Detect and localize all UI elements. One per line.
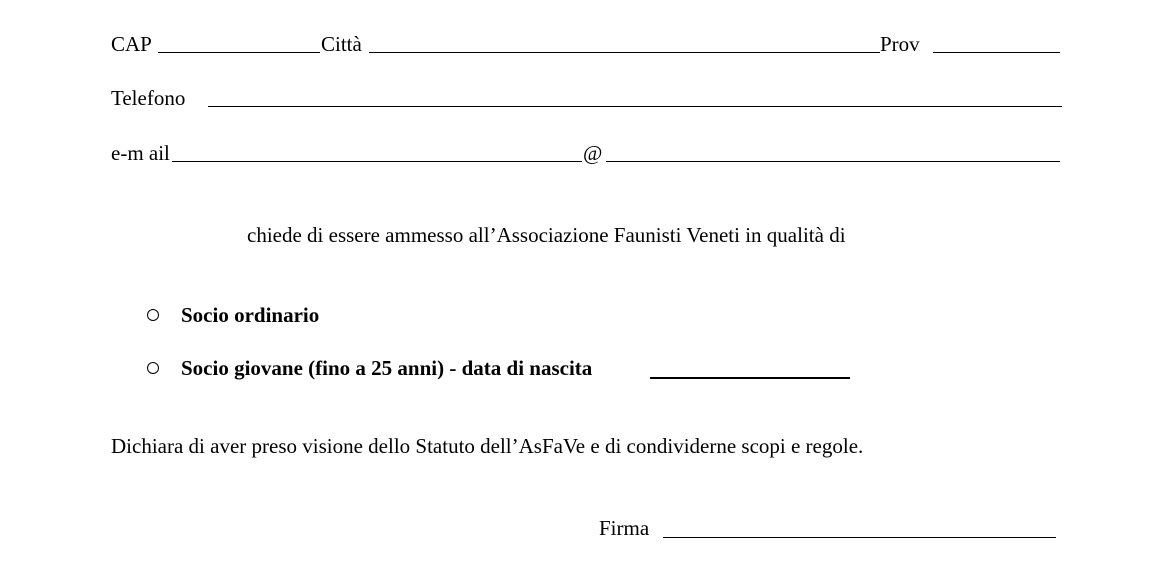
email-domain-field[interactable] <box>606 161 1060 162</box>
cap-label: CAP <box>111 32 152 56</box>
prov-label: Prov <box>880 32 920 56</box>
email-at-sign: @ <box>583 141 603 165</box>
phone-label: Telefono <box>111 86 186 110</box>
signature-label: Firma <box>599 516 650 540</box>
city-field[interactable] <box>369 52 880 53</box>
email-user-field[interactable] <box>172 161 582 162</box>
city-label: Città <box>321 32 362 56</box>
option-ordinario-radio-icon[interactable] <box>147 309 159 321</box>
declaration-text: Dichiara di aver preso visione dello Statuto dell’AsFaVe e di condividerne scopi e regole. <box>111 434 864 458</box>
cap-field[interactable] <box>158 52 320 53</box>
email-label: e-m ail <box>111 141 170 165</box>
phone-field[interactable] <box>208 106 1062 107</box>
birth-date-field[interactable] <box>650 377 850 379</box>
option-giovane-label: Socio giovane (fino a 25 anni) - data di nascita <box>181 356 593 380</box>
request-text: chiede di essere ammesso all’Associazione Faunisti Veneti in qualità di <box>247 223 846 247</box>
prov-field[interactable] <box>933 52 1060 53</box>
signature-field[interactable] <box>663 537 1056 538</box>
option-giovane-radio-icon[interactable] <box>147 362 159 374</box>
option-ordinario-label: Socio ordinario <box>181 303 320 327</box>
